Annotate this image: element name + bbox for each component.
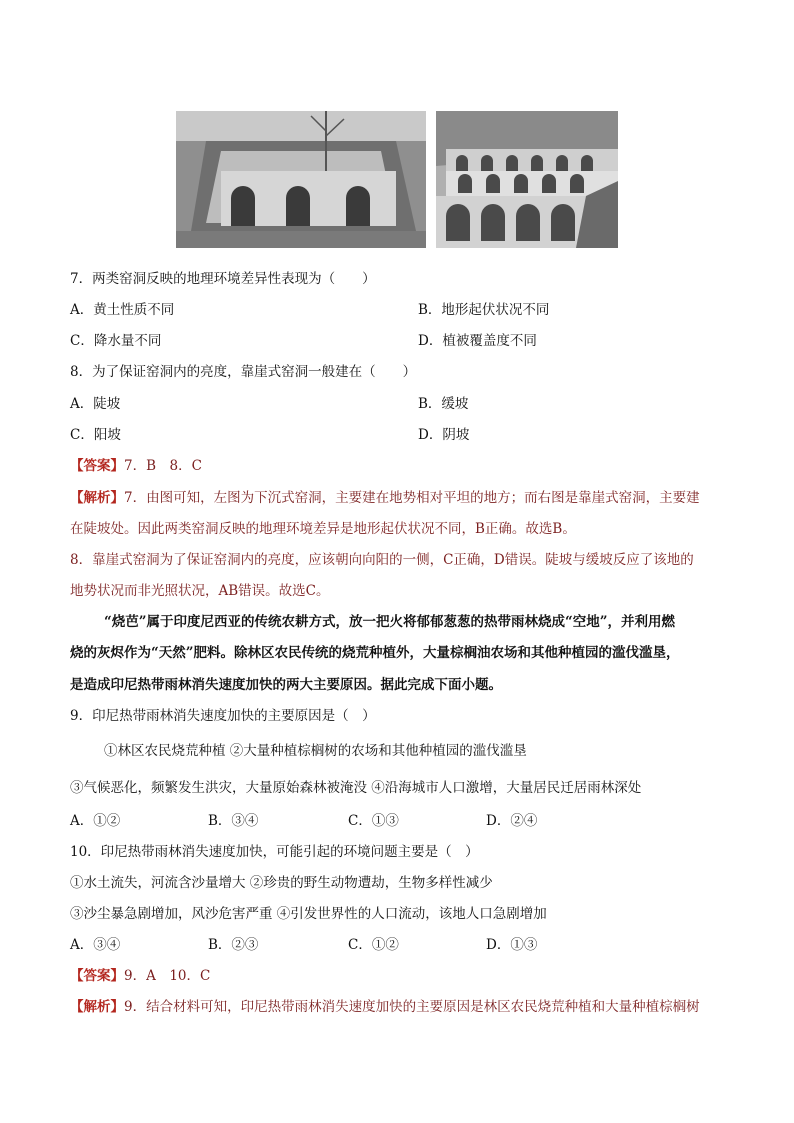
q9-option-b[interactable]: B．③④ — [208, 813, 259, 829]
material-line3: 是造成印尼热带雨林消失速度加快的两大主要原因。据此完成下面小题。 — [70, 677, 502, 693]
explanation-7-8-line4: 地势状况而非光照状况，AB错误。故选C。 — [70, 583, 330, 599]
q9-option-a[interactable]: A．①② — [70, 813, 121, 829]
material-line2: 烧的灰烬作为“天然”肥料。除林区农民传统的烧荒种植外，大量棕榈油农场和其他种植园的滥伐滥垦， — [70, 645, 680, 661]
cliff-cave-dwelling-photo — [436, 111, 618, 248]
explanation-text: 9．结合材料可知，印尼热带雨林消失速度加快的主要原因是林区农民烧荒种植和大量种植棕榈树 — [124, 999, 700, 1015]
explanation-7-8-line1 — [70, 489, 700, 507]
q8-option-a[interactable]: A．陡坡 — [70, 396, 121, 412]
q9-statement2: ③气候恶化，频繁发生洪灾，大量原始森林被淹没 ④沿海城市人口激增，大量居民迁居雨林深处 — [70, 780, 642, 796]
q9-stem: 9．印尼热带雨林消失速度加快的主要原因是（ ） — [70, 708, 376, 724]
q7-option-c[interactable]: C．降水量不同 — [70, 333, 162, 349]
q9-options — [70, 812, 538, 830]
q10-option-b[interactable]: B．②③ — [208, 937, 259, 953]
q7-option-b[interactable]: B．地形起伏状况不同 — [418, 302, 550, 318]
q9-statement1: ①林区农民烧荒种植 ②大量种植棕榈树的农场和其他种植园的滥伐滥垦 — [104, 743, 527, 759]
q9-option-d[interactable]: D．②④ — [486, 813, 538, 829]
q7-stem: 7．两类窑洞反映的地理环境差异性表现为（ ） — [70, 271, 376, 287]
q8-option-b[interactable]: B．缓坡 — [418, 396, 469, 412]
q10-option-d[interactable]: D．①③ — [486, 937, 538, 953]
material-line1: “烧芭”属于印度尼西亚的传统农耕方式，放一把火将郁郁葱葱的热带雨林烧成“空地”，并利用燃 — [104, 614, 676, 630]
q8-option-c[interactable]: C．阳坡 — [70, 427, 121, 443]
answer-9-10 — [70, 967, 210, 985]
explanation-tag: 【解析】 — [70, 999, 124, 1015]
answer-7-8 — [70, 457, 202, 475]
q10-option-a[interactable]: A．③④ — [70, 937, 121, 953]
q10-statement2: ③沙尘暴急剧增加，风沙危害严重 ④引发世界性的人口流动，该地人口急剧增加 — [70, 906, 547, 922]
q10-statement1: ①水土流失，河流含沙量增大 ②珍贵的野生动物遭劫，生物多样性减少 — [70, 875, 493, 891]
answer-tag: 【答案】 — [70, 968, 124, 984]
answer-text: 7．B 8．C — [124, 458, 202, 474]
q9-option-c[interactable]: C．①③ — [348, 813, 399, 829]
explanation-7-8-line2: 在陡坡处。因此两类窑洞反映的地理环境差异是地形起伏状况不同，B正确。故选B。 — [70, 521, 576, 537]
q10-option-c[interactable]: C．①② — [348, 937, 399, 953]
explanation-9-10-line1 — [70, 998, 700, 1016]
q8-options-row2 — [70, 426, 470, 444]
explanation-text: 7．由图可知，左图为下沉式窑洞，主要建在地势相对平坦的地方；而右图是靠崖式窑洞，主要建 — [124, 490, 700, 506]
sunken-cave-dwelling-photo — [176, 111, 426, 248]
explanation-7-8-line3: 8．靠崖式窑洞为了保证窑洞内的亮度，应该朝向向阳的一侧，C正确，D错误。陡坡与缓坡反应了该地的 — [70, 552, 694, 568]
q8-option-d[interactable]: D．阴坡 — [418, 427, 470, 443]
q7-option-d[interactable]: D．植被覆盖度不同 — [418, 333, 537, 349]
explanation-tag: 【解析】 — [70, 490, 124, 506]
q7-option-a[interactable]: A．黄土性质不同 — [70, 302, 175, 318]
q8-options-row1 — [70, 395, 469, 413]
q10-stem: 10．印尼热带雨林消失速度加快，可能引起的环境问题主要是（ ） — [70, 844, 479, 860]
answer-text: 9．A 10．C — [124, 968, 211, 984]
q7-options-row1 — [70, 301, 550, 319]
answer-tag: 【答案】 — [70, 458, 124, 474]
q8-stem: 8．为了保证窑洞内的亮度，靠崖式窑洞一般建在（ ） — [70, 364, 417, 380]
q10-options — [70, 936, 538, 954]
q7-options-row2 — [70, 332, 537, 350]
